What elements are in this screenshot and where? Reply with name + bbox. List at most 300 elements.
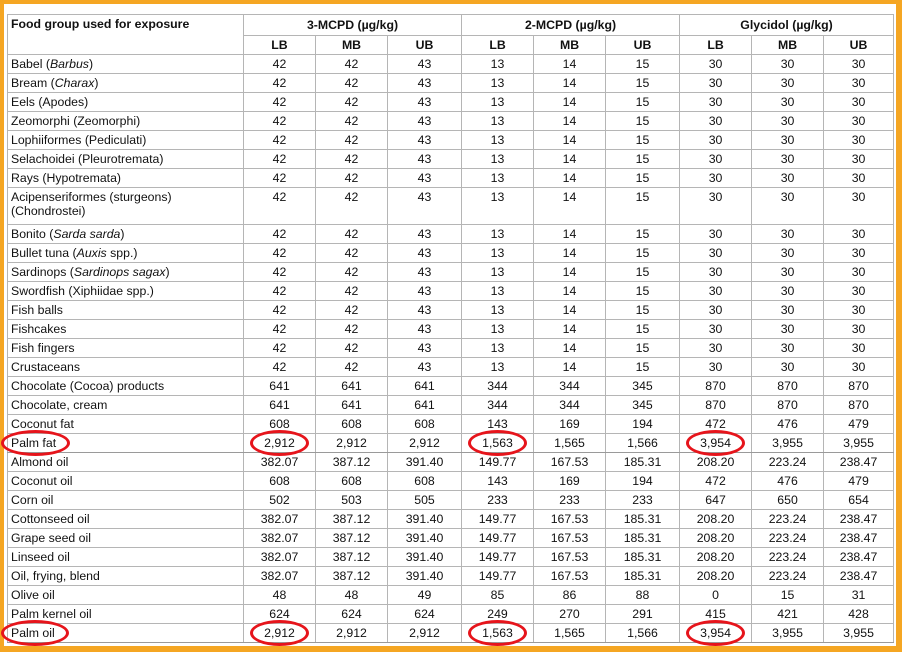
value: 30 (851, 133, 866, 147)
value-cell (388, 263, 462, 282)
value-cell (244, 150, 316, 169)
value: 167.53 (550, 569, 589, 583)
value-cell (316, 434, 388, 453)
value: 238.47 (839, 512, 878, 526)
food-name: Fish fingers (11, 341, 75, 355)
value-cell (606, 320, 680, 339)
value: 382.07 (260, 550, 299, 564)
value: 30 (851, 57, 866, 71)
value-cell (752, 396, 824, 415)
value-cell (824, 548, 894, 567)
value-cell (388, 510, 462, 529)
value: 13 (490, 360, 505, 374)
value-cell (388, 434, 462, 453)
value-cell (752, 548, 824, 567)
value: 0 (712, 588, 719, 602)
table-row (8, 225, 894, 244)
value: 43 (417, 114, 432, 128)
value-cell (244, 55, 316, 74)
value: 14 (562, 341, 577, 355)
value: 208.20 (696, 455, 735, 469)
value-cell (752, 586, 824, 605)
highlight-circle (11, 436, 56, 450)
value: 13 (490, 76, 505, 90)
value-cell (824, 396, 894, 415)
value-cell (752, 150, 824, 169)
value: 30 (780, 76, 795, 90)
value: 2,912 (409, 626, 440, 640)
food-name: Corn oil (11, 493, 54, 507)
value: 870 (777, 398, 798, 412)
value-cell (680, 244, 752, 263)
food-name-cell (8, 396, 244, 415)
value: 30 (851, 76, 866, 90)
value-cell (752, 169, 824, 188)
value-cell (388, 548, 462, 567)
food-group-header: Food group used for exposure (8, 15, 244, 55)
value-cell (388, 301, 462, 320)
value: 43 (417, 171, 432, 185)
value-cell (824, 188, 894, 225)
value-cell (534, 415, 606, 434)
food-name-cell (8, 112, 244, 131)
value: 13 (490, 114, 505, 128)
table-row (8, 415, 894, 434)
value-cell (388, 567, 462, 586)
value: 30 (780, 360, 795, 374)
value: 42 (272, 303, 287, 317)
value-cell (244, 529, 316, 548)
value-cell (824, 55, 894, 74)
value-cell (244, 510, 316, 529)
value: 15 (635, 133, 650, 147)
value: 143 (487, 417, 508, 431)
value-cell (534, 263, 606, 282)
value-cell (534, 510, 606, 529)
value: 13 (490, 265, 505, 279)
value: 13 (490, 341, 505, 355)
value-cell (462, 434, 534, 453)
value-cell (752, 491, 824, 510)
value-cell (244, 112, 316, 131)
value-cell (680, 529, 752, 548)
value: 43 (417, 284, 432, 298)
value-cell (606, 548, 680, 567)
value-cell (606, 624, 680, 643)
value: 30 (708, 322, 723, 336)
sub-header: LB (462, 36, 534, 55)
value: 149.77 (478, 455, 517, 469)
table-row (8, 586, 894, 605)
value-cell (462, 169, 534, 188)
value-cell (680, 434, 752, 453)
value: 608 (341, 474, 362, 488)
value-cell (606, 567, 680, 586)
value: 345 (632, 379, 653, 393)
food-name-cell (8, 301, 244, 320)
value-cell (824, 415, 894, 434)
value: 223.24 (768, 512, 807, 526)
food-name-cell (8, 225, 244, 244)
value-cell (680, 472, 752, 491)
value: 624 (414, 607, 435, 621)
value: 14 (562, 95, 577, 109)
value: 345 (632, 398, 653, 412)
value: 479 (848, 417, 869, 431)
value-cell (606, 339, 680, 358)
table-row (8, 529, 894, 548)
food-name-cell (8, 529, 244, 548)
value-cell (316, 548, 388, 567)
value-cell (388, 358, 462, 377)
value: 421 (777, 607, 798, 621)
sub-header: UB (388, 36, 462, 55)
value: 30 (708, 95, 723, 109)
value: 30 (780, 284, 795, 298)
value-cell (462, 263, 534, 282)
value-cell (752, 244, 824, 263)
value-cell (462, 358, 534, 377)
value: 30 (851, 360, 866, 374)
food-name: Fishcakes (11, 322, 67, 336)
food-name-cell (8, 586, 244, 605)
value: 149.77 (478, 550, 517, 564)
value-cell (752, 55, 824, 74)
value-cell (388, 529, 462, 548)
value-cell (462, 112, 534, 131)
value-cell (462, 624, 534, 643)
table-row (8, 169, 894, 188)
value: 1,565 (554, 436, 585, 450)
value: 870 (848, 398, 869, 412)
value: 30 (780, 303, 795, 317)
value: 344 (559, 379, 580, 393)
value: 14 (562, 114, 577, 128)
value-cell (606, 529, 680, 548)
value-cell (244, 93, 316, 112)
value-cell (824, 510, 894, 529)
table-row (8, 282, 894, 301)
value-cell (462, 188, 534, 225)
value: 42 (344, 76, 359, 90)
value: 15 (635, 341, 650, 355)
value-cell (534, 282, 606, 301)
value-cell (534, 453, 606, 472)
value: 391.40 (405, 512, 444, 526)
value-cell (824, 605, 894, 624)
value-cell (244, 472, 316, 491)
value: 42 (272, 95, 287, 109)
value: 387.12 (332, 550, 371, 564)
food-name-italic: Sarda sarda (53, 227, 121, 241)
value-cell (316, 358, 388, 377)
food-name-cell (8, 74, 244, 93)
value-cell (824, 74, 894, 93)
table-row (8, 339, 894, 358)
value-cell (680, 169, 752, 188)
value-cell (462, 567, 534, 586)
value: 502 (269, 493, 290, 507)
value-cell (680, 93, 752, 112)
value-cell (462, 339, 534, 358)
value: 387.12 (332, 512, 371, 526)
value: 15 (635, 227, 650, 241)
table-row (8, 567, 894, 586)
value: 505 (414, 493, 435, 507)
value-cell (824, 434, 894, 453)
value: 42 (272, 284, 287, 298)
food-name-cell (8, 377, 244, 396)
value-cell (680, 320, 752, 339)
sub-header: UB (824, 36, 894, 55)
value-cell (244, 301, 316, 320)
value-cell (680, 150, 752, 169)
value: 149.77 (478, 531, 517, 545)
value: 30 (780, 152, 795, 166)
value-cell (462, 225, 534, 244)
value: 14 (562, 227, 577, 241)
value-cell (680, 131, 752, 150)
value: 30 (851, 190, 866, 204)
value: 13 (490, 152, 505, 166)
value: 14 (562, 171, 577, 185)
value-cell (534, 339, 606, 358)
value: 167.53 (550, 512, 589, 526)
value: 233 (559, 493, 580, 507)
value-cell (388, 491, 462, 510)
value: 208.20 (696, 569, 735, 583)
value: 238.47 (839, 550, 878, 564)
value: 641 (414, 379, 435, 393)
table-row (8, 74, 894, 93)
value-cell (606, 282, 680, 301)
value-cell (680, 339, 752, 358)
value-cell (462, 282, 534, 301)
value-cell (462, 244, 534, 263)
table-row (8, 320, 894, 339)
value: 13 (490, 133, 505, 147)
value: 391.40 (405, 455, 444, 469)
value-cell (462, 320, 534, 339)
food-name: Chocolate, cream (11, 398, 108, 412)
highlighted-value: 2,912 (264, 626, 295, 640)
value: 42 (272, 265, 287, 279)
value-cell (388, 112, 462, 131)
value-cell (462, 586, 534, 605)
value-cell (824, 491, 894, 510)
value: 185.31 (623, 569, 662, 583)
value-cell (680, 396, 752, 415)
value-cell (244, 131, 316, 150)
value: 30 (708, 114, 723, 128)
value: 149.77 (478, 569, 517, 583)
value-cell (534, 472, 606, 491)
value: 30 (708, 246, 723, 260)
value: 42 (272, 133, 287, 147)
value-cell (388, 320, 462, 339)
value: 472 (705, 417, 726, 431)
value: 42 (344, 246, 359, 260)
value: 42 (344, 303, 359, 317)
table-row (8, 131, 894, 150)
value-cell (316, 188, 388, 225)
value-cell (752, 131, 824, 150)
value-cell (534, 491, 606, 510)
food-name-tail: ) (88, 57, 94, 71)
value: 42 (272, 152, 287, 166)
value-cell (824, 263, 894, 282)
value-cell (316, 150, 388, 169)
value-cell (388, 244, 462, 263)
table-row (8, 624, 894, 643)
table-row (8, 434, 894, 453)
value: 2,912 (336, 626, 367, 640)
value-cell (316, 225, 388, 244)
value: 428 (848, 607, 869, 621)
value: 30 (708, 57, 723, 71)
value-cell (534, 567, 606, 586)
value-cell (752, 358, 824, 377)
value-cell (316, 396, 388, 415)
value: 14 (562, 322, 577, 336)
value-cell (462, 510, 534, 529)
value-cell (244, 567, 316, 586)
value: 42 (344, 265, 359, 279)
table-row (8, 244, 894, 263)
value: 43 (417, 246, 432, 260)
value-cell (316, 112, 388, 131)
value: 30 (851, 303, 866, 317)
value: 85 (490, 588, 505, 602)
value-cell (388, 586, 462, 605)
value-cell (680, 624, 752, 643)
value: 13 (490, 190, 505, 204)
value-cell (316, 263, 388, 282)
value-cell (316, 301, 388, 320)
value: 169 (559, 417, 580, 431)
food-name: Bonito ( (11, 227, 54, 241)
value-cell (824, 586, 894, 605)
value-cell (244, 225, 316, 244)
value: 15 (780, 588, 795, 602)
value: 624 (269, 607, 290, 621)
value-cell (316, 169, 388, 188)
value-cell (462, 472, 534, 491)
value: 42 (344, 171, 359, 185)
value: 149.77 (478, 512, 517, 526)
value: 30 (780, 322, 795, 336)
value: 13 (490, 57, 505, 71)
value-cell (752, 282, 824, 301)
food-name-cell (8, 491, 244, 510)
value-cell (388, 396, 462, 415)
value: 2,912 (409, 436, 440, 450)
value-cell (244, 586, 316, 605)
document-frame (4, 4, 896, 646)
value-cell (316, 320, 388, 339)
value-cell (388, 624, 462, 643)
value: 14 (562, 303, 577, 317)
value: 624 (341, 607, 362, 621)
table-header (8, 15, 894, 55)
value-cell (316, 377, 388, 396)
value-cell (606, 225, 680, 244)
value: 42 (344, 114, 359, 128)
table-row (8, 301, 894, 320)
value: 42 (344, 341, 359, 355)
value-cell (534, 301, 606, 320)
value-cell (752, 510, 824, 529)
value-cell (462, 131, 534, 150)
value-cell (824, 358, 894, 377)
value-cell (680, 301, 752, 320)
value: 48 (272, 588, 287, 602)
group-header-2mcpd: 2-MCPD (µg/kg) (462, 15, 680, 36)
value-cell (316, 282, 388, 301)
value-cell (388, 55, 462, 74)
value-cell (244, 377, 316, 396)
value-cell (316, 453, 388, 472)
value: 42 (344, 284, 359, 298)
value-cell (606, 263, 680, 282)
value-cell (316, 244, 388, 263)
value: 30 (780, 133, 795, 147)
value-cell (388, 339, 462, 358)
value-cell (824, 529, 894, 548)
sub-header: LB (244, 36, 316, 55)
value-cell (606, 586, 680, 605)
table-row (8, 491, 894, 510)
value-cell (388, 415, 462, 434)
food-name-tail: spp.) (106, 246, 138, 260)
value: 208.20 (696, 512, 735, 526)
value: 15 (635, 284, 650, 298)
food-name-cell (8, 263, 244, 282)
value: 30 (708, 190, 723, 204)
highlighted-value: 2,912 (264, 436, 295, 450)
value: 13 (490, 284, 505, 298)
value: 3,955 (772, 626, 803, 640)
value-cell (244, 282, 316, 301)
food-name: Eels (Apodes) (11, 95, 89, 109)
value-cell (680, 377, 752, 396)
value: 31 (851, 588, 866, 602)
value-cell (752, 624, 824, 643)
food-name: Fish balls (11, 303, 63, 317)
value: 30 (780, 190, 795, 204)
value: 30 (708, 303, 723, 317)
value-cell (606, 150, 680, 169)
value-cell (534, 150, 606, 169)
value: 223.24 (768, 550, 807, 564)
highlighted-value: 3,954 (700, 436, 731, 450)
value-cell (606, 605, 680, 624)
value-cell (244, 624, 316, 643)
value: 3,955 (772, 436, 803, 450)
value-cell (388, 453, 462, 472)
value-cell (244, 434, 316, 453)
value: 608 (269, 474, 290, 488)
value: 14 (562, 152, 577, 166)
value: 30 (708, 171, 723, 185)
value: 30 (708, 341, 723, 355)
food-name-cell (8, 93, 244, 112)
value: 641 (414, 398, 435, 412)
value-cell (680, 282, 752, 301)
value: 43 (417, 341, 432, 355)
food-name: Lophiiformes (Pediculati) (11, 133, 147, 147)
value-cell (824, 225, 894, 244)
